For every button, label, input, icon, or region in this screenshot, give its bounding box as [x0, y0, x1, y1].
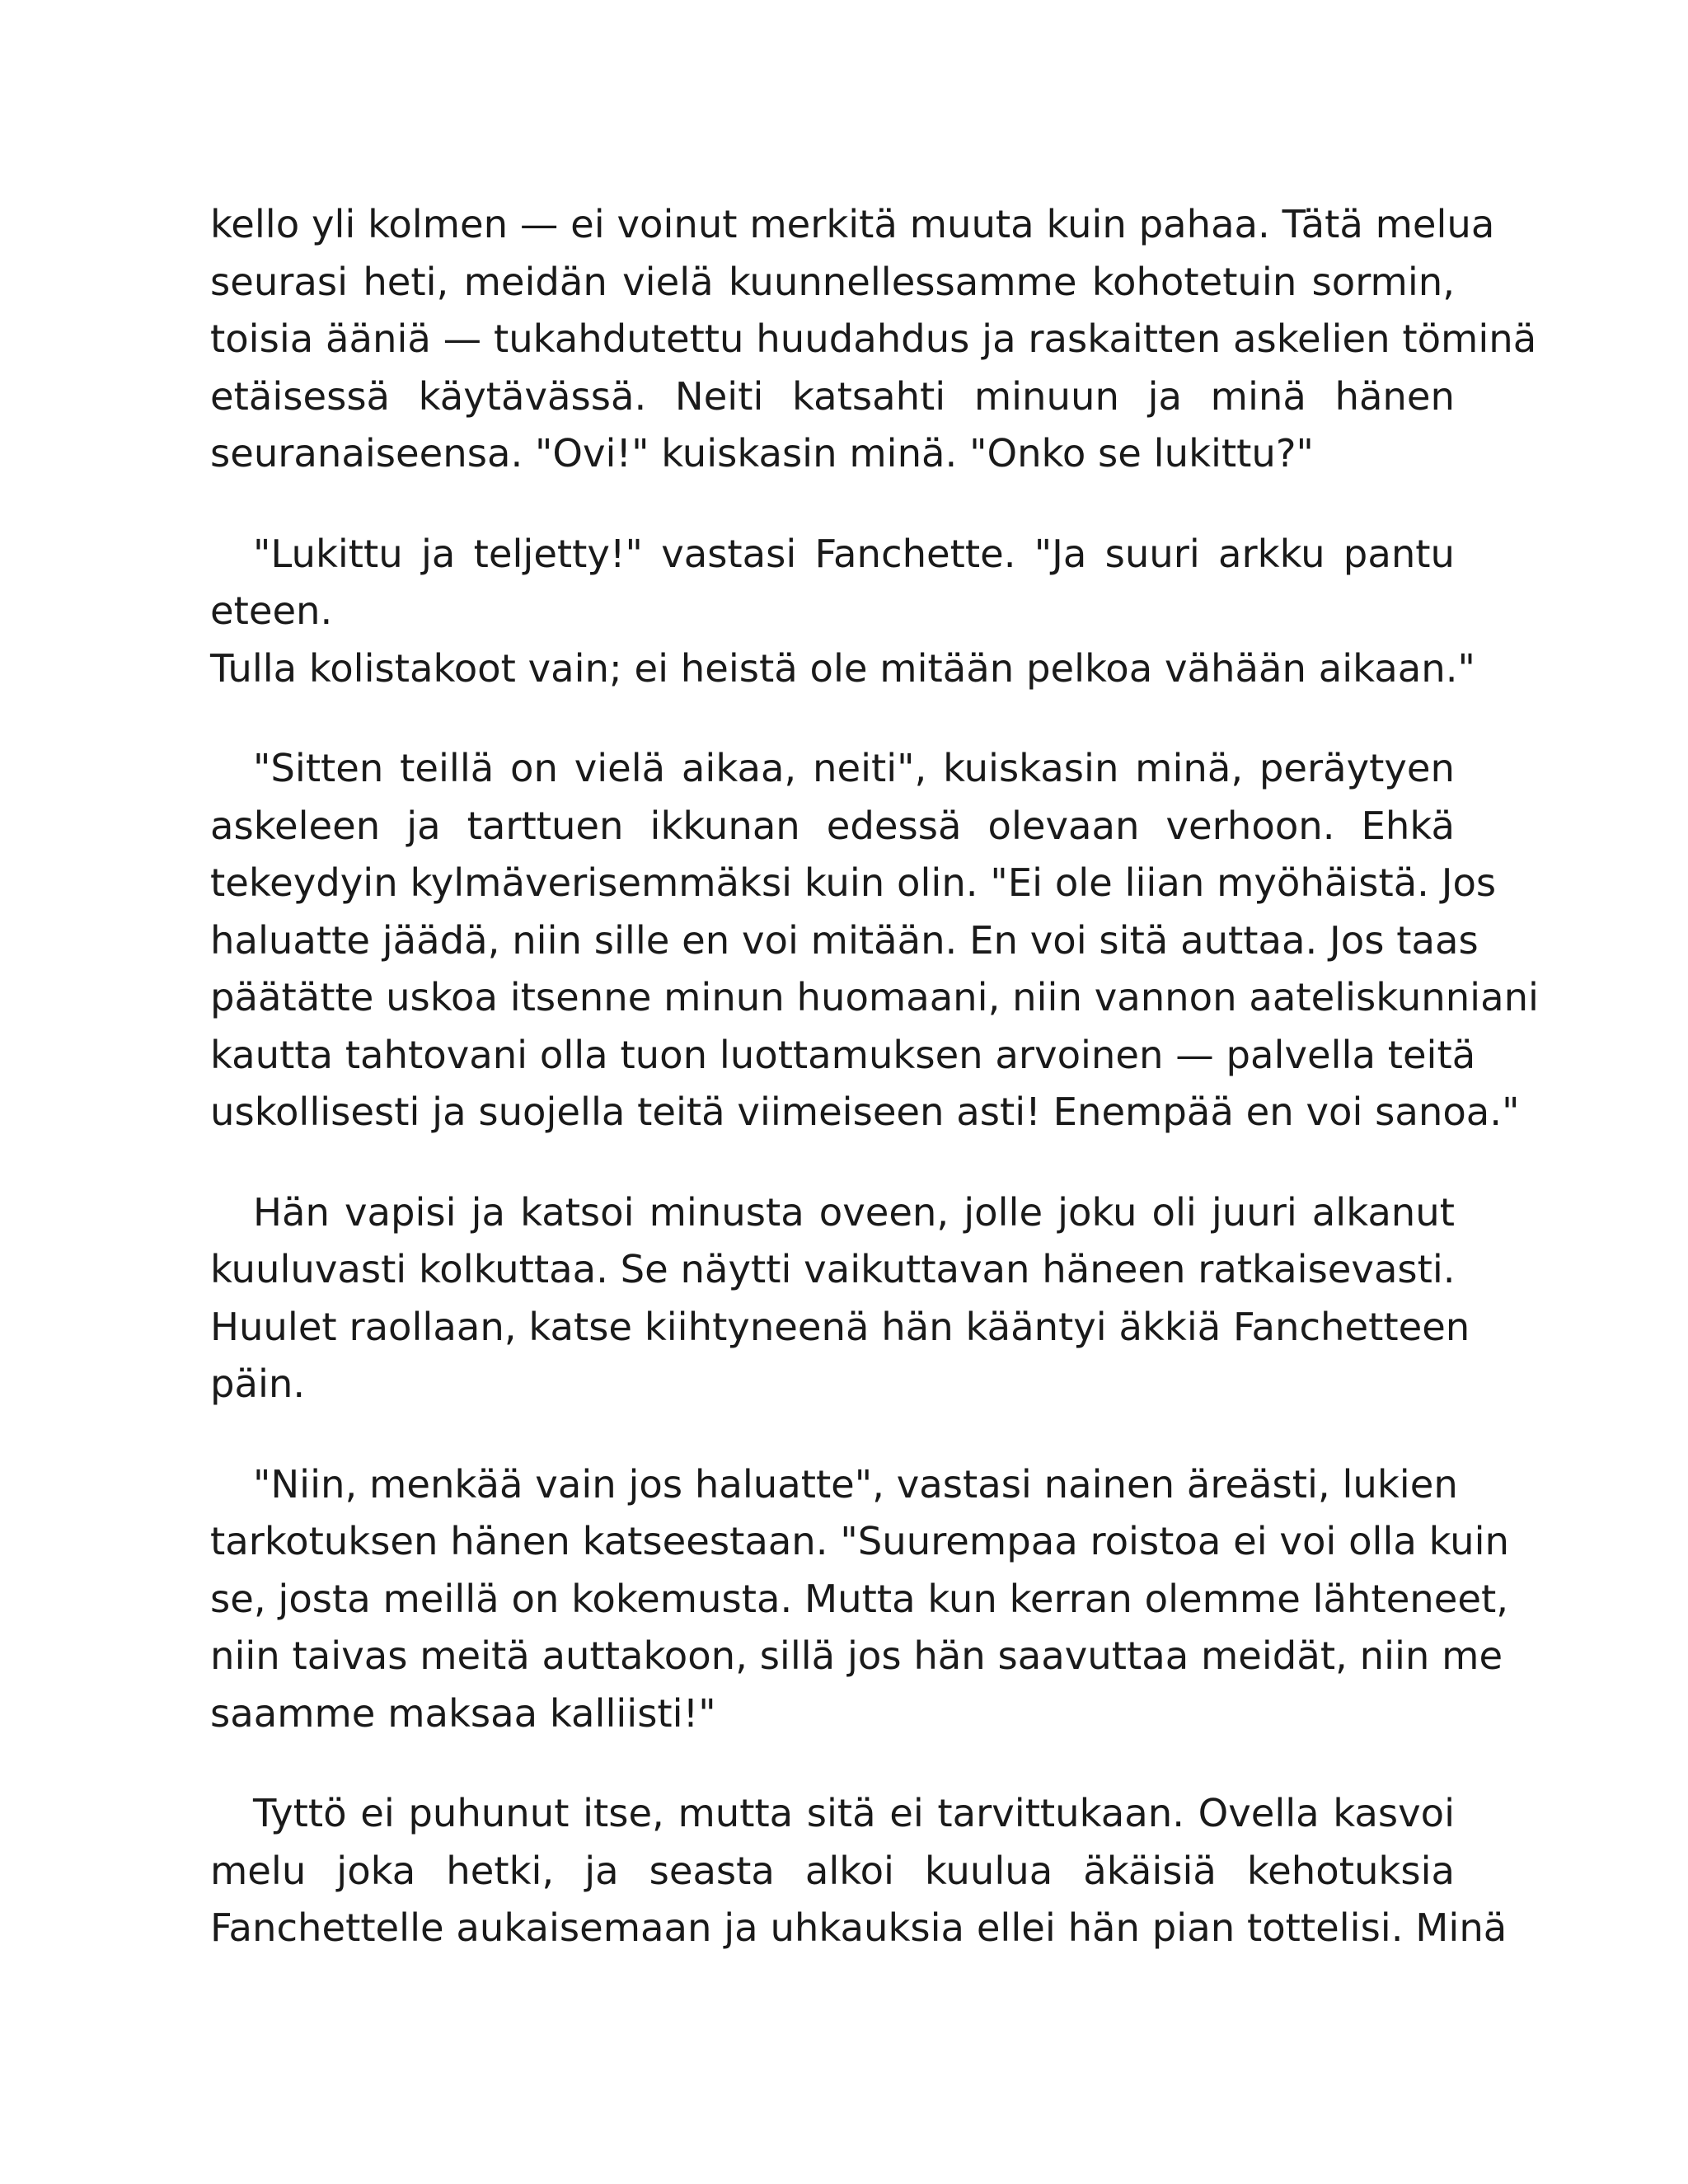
text-line: kuuluvasti kolkuttaa. Se näytti vaikuttavan häneen ratkaisevasti.: [210, 1247, 1456, 1291]
text-line: päin.: [210, 1361, 306, 1406]
text-line: eteen.: [210, 588, 333, 633]
text-line: Fanchettelle aukaisemaan ja uhkauksia ellei hän pian tottelisi. Minä: [210, 1905, 1507, 1950]
text-line: uskollisesti ja suojella teitä viimeiseen asti! Enempää en voi sanoa.": [210, 1090, 1520, 1134]
text-line: Tyttö ei puhunut itse, mutta sitä ei tarvittukaan. Ovella kasvoi: [253, 1791, 1455, 1835]
text-line: "Lukittu ja teljetty!" vastasi Fanchette. "Ja suuri arkku pantu: [253, 531, 1455, 576]
text-line: Huulet raollaan, katse kiihtyneenä hän kääntyi äkkiä Fanchetteen: [210, 1304, 1470, 1349]
text-line: seurasi heti, meidän vielä kuunnellessamme kohotetuin sormin,: [210, 259, 1455, 304]
book-page: [210, 196, 1539, 2000]
text-line: toisia ääniä — tukahdutettu huudahdus ja raskaitten askelien töminä: [210, 316, 1537, 361]
text-line: askeleen ja tarttuen ikkunan edessä olevaan verhoon. Ehkä: [210, 803, 1455, 848]
text-line: haluatte jäädä, niin sille en voi mitään. En voi sitä auttaa. Jos taas: [210, 917, 1479, 963]
text-line: Hän vapisi ja katsoi minusta oveen, jolle joku oli juuri alkanut: [253, 1189, 1455, 1235]
text-line: seuranaiseensa. "Ovi!" kuiskasin minä. "Onko se lukittu?": [210, 431, 1314, 476]
paragraph-6: [210, 1785, 1507, 1957]
text-line: melu joka hetki, ja seasta alkoi kuulua äkäisiä kehotuksia: [210, 1848, 1455, 1893]
paragraph-4: [210, 1184, 1470, 1413]
text-line: Tulla kolistakoot vain; ei heistä ole mitään pelkoa vähään aikaan.": [210, 645, 1475, 691]
text-line: niin taivas meitä auttakoon, sillä jos hän saavuttaa meidät, niin me: [210, 1633, 1503, 1678]
text-line: kautta tahtovani olla tuon luottamuksen arvoinen — palvella teitä: [210, 1032, 1476, 1077]
paragraph-1: [210, 196, 1537, 483]
text-line: se, josta meillä on kokemusta. Mutta kun kerran olemme lähteneet,: [210, 1576, 1509, 1621]
text-line: tarkotuksen hänen katseestaan. "Suurempaa roistoa ei voi olla kuin: [210, 1519, 1510, 1563]
text-line: etäisessä käytävässä. Neiti katsahti minuun ja minä hänen: [210, 373, 1455, 419]
paragraph-5: [210, 1456, 1510, 1743]
text-line: "Niin, menkää vain jos haluatte", vastasi nainen äreästi, lukien: [253, 1461, 1458, 1507]
paragraph-2: [210, 526, 1475, 698]
text-line: kello yli kolmen — ei voinut merkitä muuta kuin pahaa. Tätä melua: [210, 202, 1495, 246]
paragraph-3: [210, 740, 1539, 1141]
text-line: tekeydyin kylmäverisemmäksi kuin olin. "Ei ole liian myöhäistä. Jos: [210, 860, 1497, 905]
text-line: saamme maksaa kalliisti!": [210, 1690, 716, 1736]
text-line: päätätte uskoa itsenne minun huomaani, niin vannon aateliskunniani: [210, 975, 1539, 1019]
text-line: "Sitten teillä on vielä aikaa, neiti", kuiskasin minä, peräytyen: [253, 746, 1455, 790]
